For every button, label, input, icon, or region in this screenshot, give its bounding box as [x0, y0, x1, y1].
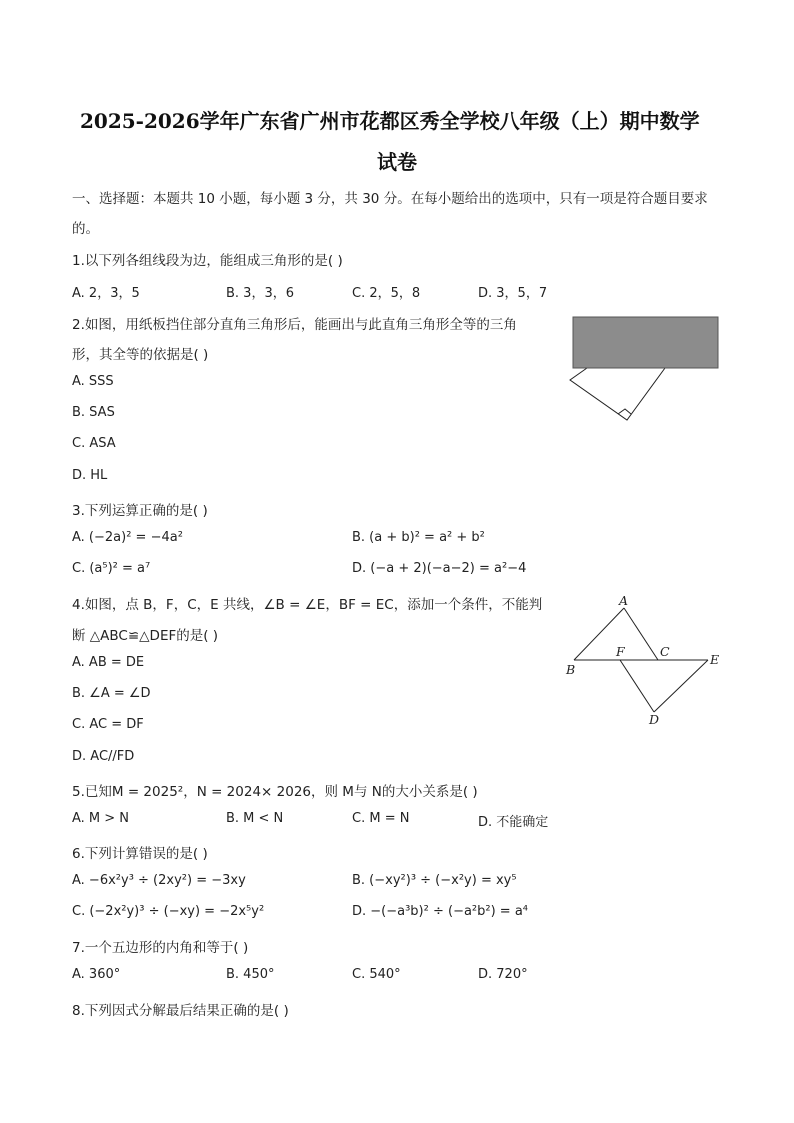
q4-label-f: F	[616, 644, 625, 659]
q4-diagram	[560, 590, 730, 730]
q6-option-d: D. −(−a³b)² ÷ (−a²b²) = a⁴	[352, 904, 529, 919]
q2-cover-board	[573, 317, 718, 368]
q4-label-d: D	[649, 712, 660, 727]
section-header-cont: 的。	[72, 221, 99, 237]
q2-triangle-visible-edges	[570, 368, 665, 420]
q3-option-c: C. (a⁵)² = a⁷	[72, 561, 151, 576]
q4-segment-ac	[624, 608, 658, 660]
q6-option-c: C. (−2x²y)³ ÷ (−xy) = −2x⁵y²	[72, 904, 265, 919]
question-4-stem-cont: 断 △ABC≌△DEF的是( )	[72, 628, 219, 644]
q2-option-d: D. HL	[72, 468, 108, 483]
question-6-stem: 6.下列计算错误的是( )	[72, 846, 208, 862]
q3-option-b: B. (a + b)² = a² + b²	[352, 530, 485, 545]
q7-option-d: D. 720°	[478, 967, 528, 982]
q2-option-a: A. SSS	[72, 374, 114, 389]
q5-option-d: D. 不能确定	[478, 815, 549, 830]
q2-right-angle-mark	[618, 409, 631, 414]
q3-option-d: D. (−a + 2)(−a−2) = a²−4	[352, 561, 527, 576]
question-2-stem: 2.如图，用纸板挡住部分直角三角形后，能画出与此直角三角形全等的三角	[72, 317, 517, 333]
q4-segment-fd	[620, 660, 654, 712]
q4-option-c: C. AC = DF	[72, 717, 144, 732]
q5-option-c: C. M = N	[352, 811, 410, 826]
q4-option-d: D. AC//FD	[72, 749, 135, 764]
q6-option-b: B. (−xy²)³ ÷ (−x²y) = xy⁵	[352, 873, 517, 888]
q6-option-a: A. −6x²y³ ÷ (2xy²) = −3xy	[72, 873, 246, 888]
question-3-stem: 3.下列运算正确的是( )	[72, 503, 208, 519]
q5-option-a: A. M > N	[72, 811, 130, 826]
question-1-stem: 1.以下列各组线段为边，能组成三角形的是( )	[72, 253, 343, 269]
q4-segment-de	[654, 660, 708, 712]
q2-diagram	[565, 310, 725, 428]
section-header: 一、选择题：本题共 10 小题，每小题 3 分，共 30 分。在每小题给出的选项中，只有一项是符合题目要求	[72, 191, 708, 207]
question-7-stem: 7.一个五边形的内角和等于( )	[72, 940, 249, 956]
q4-label-e: E	[710, 652, 720, 667]
q7-option-a: A. 360°	[72, 967, 121, 982]
q4-option-b: B. ∠A = ∠D	[72, 686, 151, 701]
q4-label-b: B	[566, 662, 576, 677]
q2-option-c: C. ASA	[72, 436, 116, 451]
document-title-line1: 2025-2026学年广东省广州市花都区秀全学校八年级（上）期中数学	[80, 109, 700, 133]
q7-option-b: B. 450°	[226, 967, 275, 982]
question-8-stem: 8.下列因式分解最后结果正确的是( )	[72, 1003, 289, 1019]
q4-option-a: A. AB = DE	[72, 655, 145, 670]
q7-option-c: C. 540°	[352, 967, 401, 982]
q1-option-a: A. 2，3，5	[72, 286, 140, 301]
q4-label-a: A	[619, 593, 629, 608]
question-5-stem: 5.已知M = 2025²，N = 2024× 2026，则 M与 N的大小关系是( )	[72, 784, 478, 800]
question-4-stem: 4.如图，点 B，F，C，E 共线，∠B = ∠E，BF = EC，添加一个条件，不能判	[72, 597, 543, 613]
q5-option-b: B. M < N	[226, 811, 284, 826]
q1-option-d: D. 3，5，7	[478, 286, 548, 301]
question-2-stem-cont: 形，其全等的依据是( )	[72, 347, 209, 363]
q3-option-a: A. (−2a)² = −4a²	[72, 530, 183, 545]
q1-option-c: C. 2，5，8	[352, 286, 421, 301]
q1-option-b: B. 3，3，6	[226, 286, 294, 301]
document-title-line2: 试卷	[377, 150, 417, 174]
q2-option-b: B. SAS	[72, 405, 115, 420]
q4-label-c: C	[660, 644, 670, 659]
